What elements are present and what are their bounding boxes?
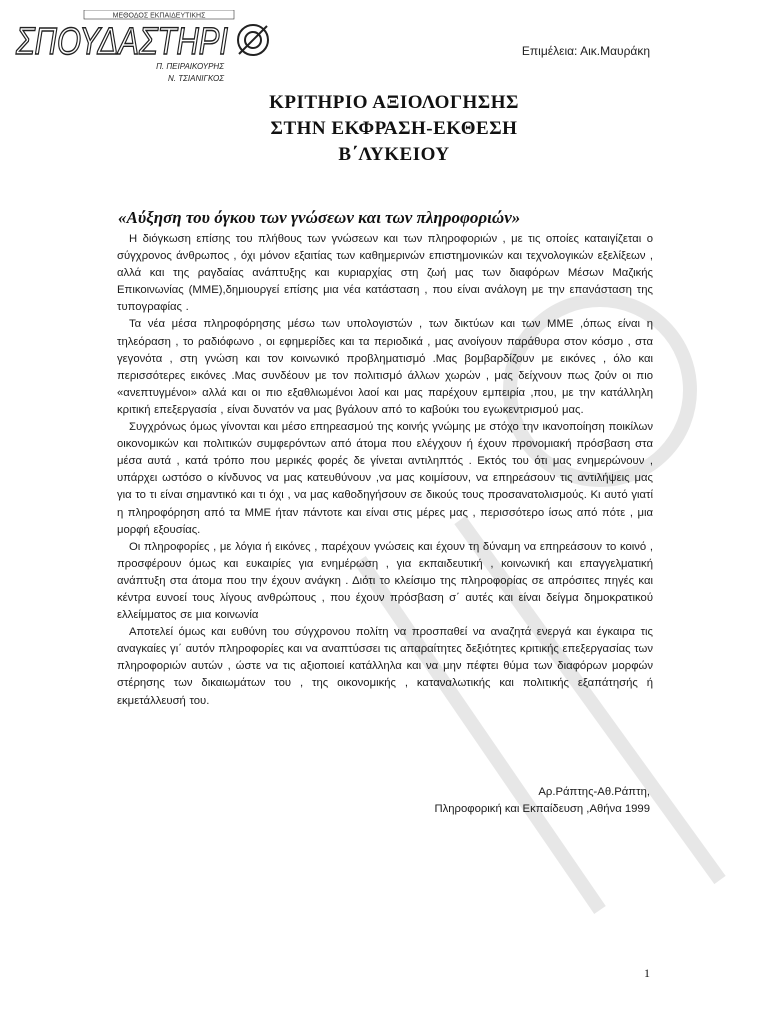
logo-name-1: Π. ΠΕΙΡΑΙΚΟΥΡΗΣ xyxy=(156,62,224,71)
page-number: 1 xyxy=(644,966,650,980)
article-body xyxy=(117,231,653,710)
target-icon xyxy=(238,25,268,55)
source-authors: Αρ.Ράπτης-Αθ.Ράπτη, xyxy=(538,786,650,798)
paragraph: Συγχρόνως όμως γίνονται και μέσο επηρεασμού της κοινής γνώμης με στόχο την ικανοποίηση ποικίλων οικονομικών και πολιτικών συμφερόντων από άτομα που ελέγχουν ή έχουν προνομιακή πρόσβαση στα μέσα αυτά , κατά τρόπο που μερικές φορές δε γίνεται αντιληπτός . Εκτός του ότι μας ενημερώνουν , υπάρχει ωστόσο ο κίνδυνος να μας κατευθύνουν ,να μας κοιμίσουν, να επηρεάσουν τις αντιλήψεις μας για το τι είναι σημαντικό και τι όχι , να μας καθοδηγήσουν σε δικούς τους προσανατολισμούς. Κι αυτό γιατί η πληροφόρηση από τα ΜΜΕ ήταν πάντοτε και είναι στις μέρες μας , περισσότερο ίσως από πότε , μια μορφή εξουσίας. xyxy=(117,421,653,536)
logo-name-2: Ν. ΤΣΙΑΝΙΓΚΟΣ xyxy=(168,74,224,83)
paragraph: Αποτελεί όμως και ευθύνη του σύγχρονου πολίτη να προσπαθεί να αναζητά ενεργά και έγκαιρα τις αναγκαίες γι΄ αυτόν πληροφορίες και να αναπτύσσει τις απαραίτητες δεξιότητες κριτικής επεξεργασίας των πληροφοριών αυτών , ώστε να τις αξιοποιεί κατάλληλα και να μην πέφτει θύμα των διαφόρων μορφών στέρησης των δικαιωμάτων του , της οικονομικής , καταναλωτικής και πολιτικής εξαπάτησής ή εκμετάλλευσή του. xyxy=(117,626,653,707)
heading-line: ΚΡΙΤΗΡΙΟ ΑΞΙΟΛΟΓΗΣΗΣ xyxy=(269,92,519,113)
paragraph: Τα νέα μέσα πληροφόρησης μέσω των υπολογιστών , των δικτύων και των ΜΜΕ ,όπως είναι η τηλεόραση , το ραδιόφωνο , οι εφημερίδες και τα περιοδικά , μας ανοίγουν παράθυρα στον κόσμο , στα γεγονότα , στη γνώση και τον κοινωνικό προβληματισμό .Μας βομβαρδίζουν με εικόνες , όλο και περισσότερες εικόνες .Μας συνδέουν με τον πολιτισμό άλλων χωρών , μας δείχνουν πως ζούν οι πιο «ανεπτυγμένοι» αλλά και οι πιο εξαθλιωμένοι λαοί και μας παρέχουν εμπειρία ,που, με την κατάλληλη κριτική επεξεργασία , είναι δυνατόν να μας βγάλουν από το καβούκι του εγωκεντρισμού μας. xyxy=(117,318,653,416)
source-citation xyxy=(434,784,650,818)
editor-credit: Επιμέλεια: Αικ.Μαυράκη xyxy=(521,44,650,58)
heading-line: Β΄ΛΥΚΕΙΟΥ xyxy=(338,144,450,165)
document-heading xyxy=(0,90,768,168)
article-title: «Αύξηση του όγκου των γνώσεων και των πληροφοριών» xyxy=(118,208,521,227)
logo-top-text: ΜΕΘΟΔΟΣ ΕΚΠΑΙΔΕΥΤΙΚΗΣ xyxy=(112,12,206,20)
paragraph: Η διόγκωση επίσης του πλήθους των γνώσεων και των πληροφοριών , με τις οποίες καταιγίζεται ο σύγχρονος άνθρωπος , όχι μόνον εξαιτίας των καθημερινών επιστημονικών και τεχνολογικών εξελίξεων , αλλά και της ραγδαίας ανάπτυξης και κυριαρχίας στη ζωή μας των διαφόρων Μέσων Μαζικής Επικοινωνίας (ΜΜΕ),δημιουργεί επίσης μια νέα κατάσταση , που είναι ανάλογη με την επανάσταση της τυπογραφίας . xyxy=(117,233,653,314)
paragraph: Οι πληροφορίες , με λόγια ή εικόνες , παρέχουν γνώσεις και έχουν τη δύναμη να επηρεάσουν το κοινό , προσφέρουν όμως και ευκαιρίες για ενημέρωση , για εκπαιδευτική , κοινωνική και επαγγελματική ανάπτυξη στα άτομα που την έχουν ανάγκη . Διότι το κλείσιμο της πληροφορίας σε απρόσιτες πηγές και κέντρα ευνοεί τους λίγους ανθρώπους , που έχουν πρόσβαση σ΄ αυτές και είναι δείγμα δημοκρατικού ελλείμματος σε μια κοινωνία xyxy=(117,540,653,622)
source-book: Πληροφορική και Εκπαίδευση ,Αθήνα 1999 xyxy=(434,803,650,815)
logo-wordmark: ΣΠΟΥΔΑΣΤΗΡΙ xyxy=(15,21,229,63)
spoudastirio-logo xyxy=(14,10,272,90)
heading-line: ΣΤΗΝ ΕΚΦΡΑΣΗ-ΕΚΘΕΣΗ xyxy=(270,118,518,139)
